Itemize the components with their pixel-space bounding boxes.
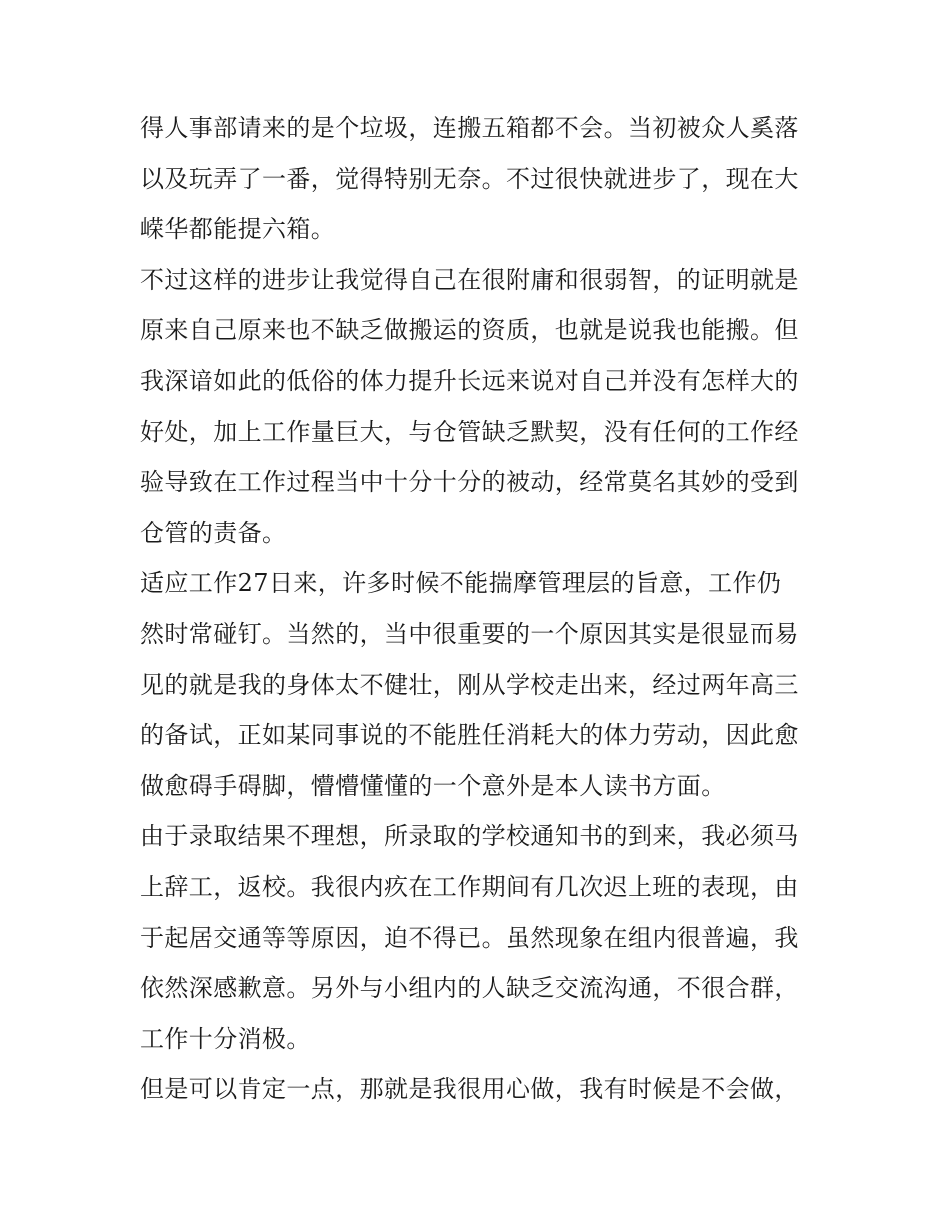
text-line: 我深谙如此的低俗的体力提升长远来说对自己并没有怎样大的 (140, 366, 799, 395)
text-line: 上辞工，返校。我很内疚在工作期间有几次迟上班的表现，由 (140, 872, 799, 901)
text-line: 以及玩弄了一番，觉得特别无奈。不过很快就进步了，现在大 (140, 164, 799, 193)
text-line: 于起居交通等等原因，迫不得已。虽然现象在组内很普遍，我 (140, 923, 799, 952)
text-line: 适应工作27日来，许多时候不能揣摩管理层的旨意，工作仍 (140, 569, 782, 598)
text-line: 由于录取结果不理想，所录取的学校通知书的到来，我必须马 (140, 822, 799, 851)
text-line: 依然深感歉意。另外与小组内的人缺乏交流沟通，不很合群， (140, 974, 799, 1003)
text-line: 仓管的责备。 (140, 518, 287, 547)
text-line: 见的就是我的身体太不健壮，刚从学校走出来，经过两年高三 (140, 670, 799, 699)
text-line: 然时常碰钉。当然的，当中很重要的一个原因其实是很显而易 (140, 619, 799, 648)
text-line: 验导致在工作过程当中十分十分的被动，经常莫名其妙的受到 (140, 468, 799, 497)
text-line: 好处，加上工作量巨大，与仓管缺乏默契，没有任何的工作经 (140, 417, 799, 446)
text-line: 做愈碍手碍脚，懵懵懂懂的一个意外是本人读书方面。 (140, 771, 726, 800)
text-line: 不过这样的进步让我觉得自己在很附庸和很弱智，的证明就是 (140, 265, 799, 294)
text-line: 得人事部请来的是个垃圾，连搬五箱都不会。当初被众人奚落 (140, 114, 799, 142)
text-line: 嵘华都能提六箱。 (140, 215, 336, 244)
text-line: 原来自己原来也不缺乏做搬运的资质，也就是说我也能搬。但 (140, 316, 799, 345)
text-line: 工作十分消极。 (140, 1024, 311, 1053)
text-line: 的备试，正如某同事说的不能胜任消耗大的体力劳动，因此愈 (140, 721, 799, 750)
body-text (140, 103, 820, 1115)
text-line: 但是可以肯定一点，那就是我很用心做，我有时候是不会做， (140, 1075, 799, 1104)
